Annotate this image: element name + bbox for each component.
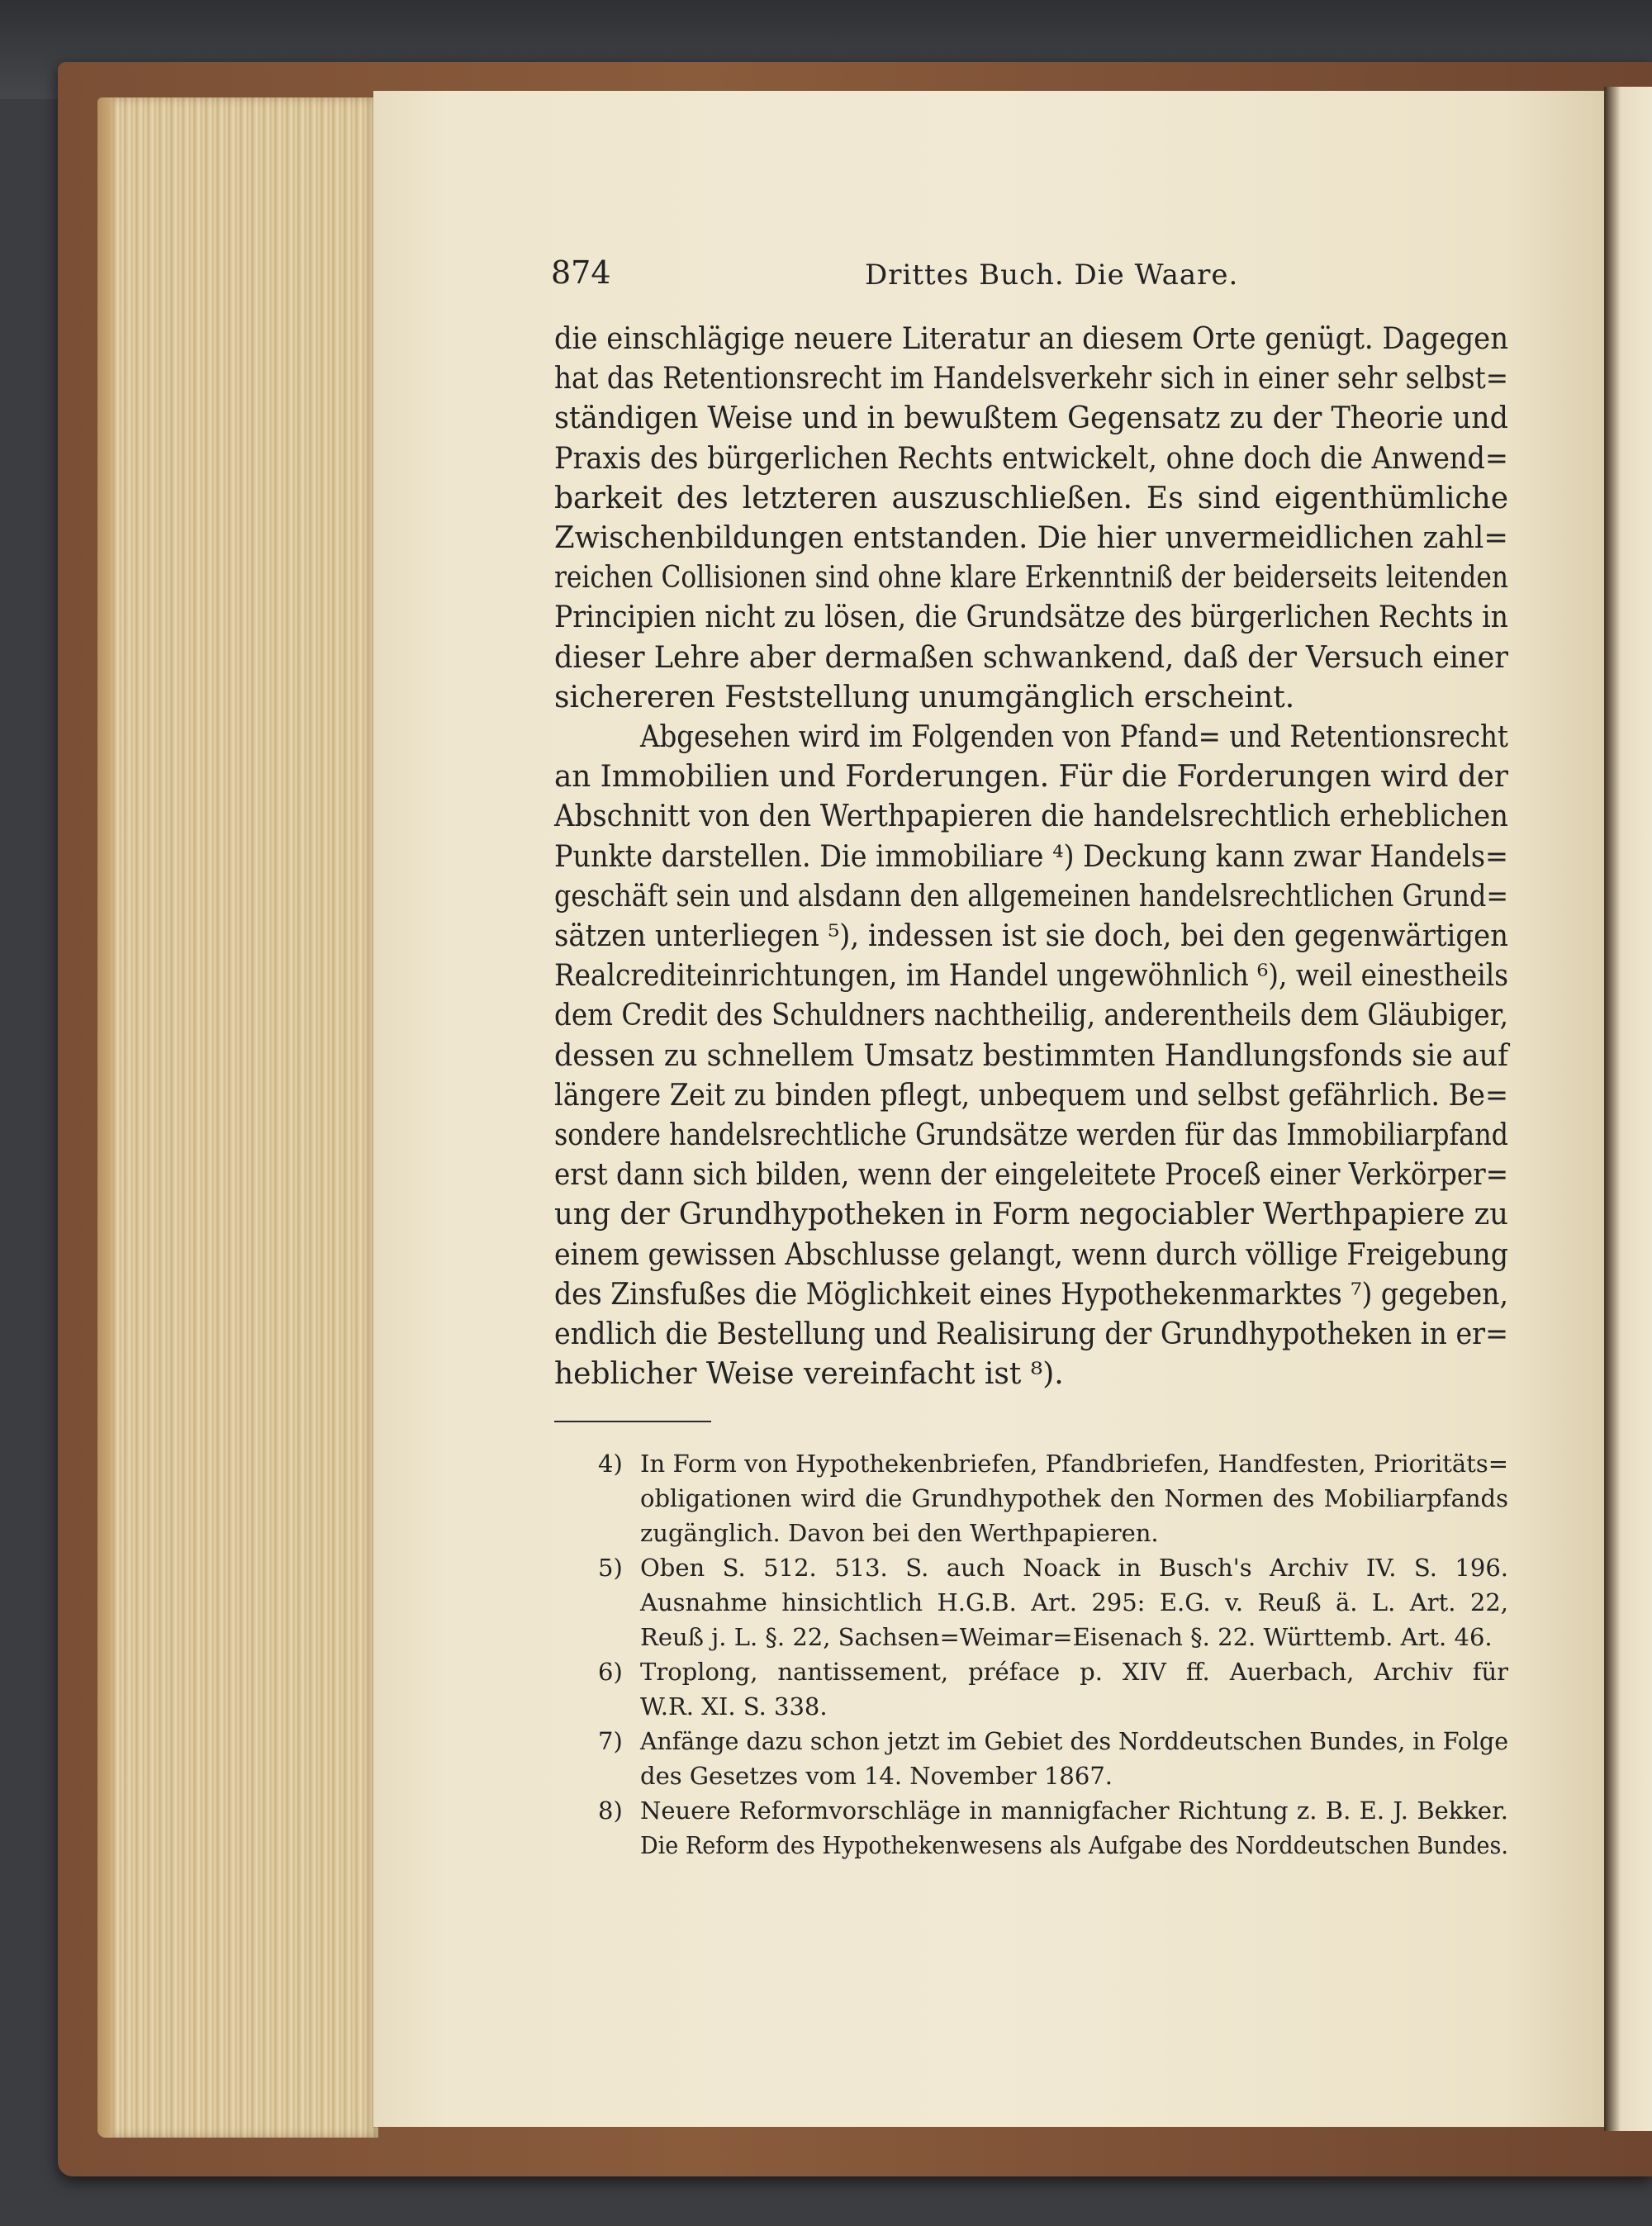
body-line: Praxis des bürgerlichen Rechts entwickelt, ohne doch die Anwend= [554,441,1508,476]
footnote-line: zugänglich. Davon bei den Werthpapieren. [640,1519,1159,1547]
footnote-line: Anfänge dazu schon jetzt im Gebiet des Norddeutschen Bundes, in Folge [640,1727,1508,1755]
body-line: ständigen Weise und in bewußtem Gegensatz zu der Theorie und [554,401,1508,436]
body-line: Punkte darstellen. Die immobiliare ⁴) Deckung kann zwar Handels= [554,839,1508,874]
body-line: die einschlägige neuere Literatur an diesem Orte genügt. Dagegen [554,322,1508,356]
body-line: geschäft sein und alsdann den allgemeinen handelsrechtlichen Grund= [554,879,1508,914]
body-line: Realcrediteinrichtungen, im Handel ungewöhnlich ⁶), weil einestheils [554,959,1508,994]
body-line: einem gewissen Abschlusse gelangt, wenn durch völlige Freigebung [554,1237,1508,1272]
body-line: an Immobilien und Forderungen. Für die Forderungen wird der [554,760,1508,795]
body-line: erst dann sich bilden, wenn der eingeleitete Proceß einer Verkörper= [554,1158,1508,1193]
body-line: des Zinsfußes die Möglichkeit eines Hypothekenmarktes ⁷) gegeben, [554,1277,1508,1312]
body-line: längere Zeit zu binden pflegt, unbequem und selbst gefährlich. Be= [554,1078,1508,1113]
body-line: dessen zu schnellem Umsatz bestimmten Handlungsfonds sie auf [554,1038,1508,1073]
footnote-line: In Form von Hypothekenbriefen, Pfandbriefen, Handfesten, Prioritäts= [640,1450,1508,1478]
footnote-line: Oben S. 512. 513. S. auch Noack in Busch's Archiv IV. S. 196. [640,1554,1508,1582]
footnote-line: Die Reform des Hypothekenwesens als Aufgabe des Norddeutschen Bundes. [640,1831,1508,1859]
body-line: reichen Collisionen sind ohne klare Erkenntniß der beiderseits leitenden [554,561,1508,596]
page-block-shadow [97,97,117,2138]
footnote-line: obligationen wird die Grundhypothek den Normen des Mobiliarpfands [640,1484,1508,1512]
facing-page-edge [1604,87,1652,2131]
body-line: dem Credit des Schuldners nachtheilig, anderentheils dem Gläubiger, [554,999,1508,1033]
footnote-separator [554,1421,711,1422]
body-line: sondere handelsrechtliche Grundsätze werden für das Immobiliarpfand [554,1118,1508,1152]
footnote-number: 6) [598,1658,623,1686]
body-line: Abgesehen wird im Folgenden von Pfand= und Retentionsrecht [640,720,1508,754]
body-line: Abschnitt von den Werthpapieren die handelsrechtlich erheblichen [554,800,1508,834]
body-line: ung der Grundhypotheken in Form negociabler Werthpapiere zu [554,1198,1508,1232]
body-line: Zwischenbildungen entstanden. Die hier unvermeidlichen zahl= [554,521,1508,555]
footnote-number: 5) [598,1554,623,1582]
page-block-edge [97,97,378,2138]
footnote-number: 7) [598,1727,623,1755]
footnote-line: Reuß j. L. §. 22, Sachsen=Weimar=Eisenach §. 22. Württemb. Art. 46. [640,1623,1493,1651]
body-line: heblicher Weise vereinfacht ist ⁸). [554,1357,1064,1392]
body-line: sichereren Feststellung unumgänglich erscheint. [554,680,1295,714]
body-line: endlich die Bestellung und Realisirung der Grundhypotheken in er= [554,1317,1508,1351]
footnote-line: Neuere Reformvorschläge in mannigfacher Richtung z. B. E. J. Bekker. [640,1796,1508,1825]
body-line: hat das Retentionsrecht im Handelsverkehr sich in einer sehr selbst= [554,362,1508,396]
body-line: sätzen unterliegen ⁵), indessen ist sie doch, bei den gegenwärtigen [554,919,1508,953]
footnote-number: 4) [598,1450,623,1478]
footnote-number: 8) [598,1796,623,1825]
footnote-line: Troplong, nantissement, préface p. XIV ff. Auerbach, Archiv für [640,1658,1508,1686]
running-title: Drittes Buch. Die Waare. [865,259,1239,292]
body-line: Principien nicht zu lösen, die Grundsätze des bürgerlichen Rechts in [554,600,1508,635]
page-number: 874 [551,254,611,291]
footnote-line: Ausnahme hinsichtlich H.G.B. Art. 295: E.G. v. Reuß ä. L. Art. 22, [640,1588,1508,1616]
footnote-line: des Gesetzes vom 14. November 1867. [640,1762,1113,1790]
footnote-line: W.R. XI. S. 338. [640,1692,828,1721]
body-line: barkeit des letzteren auszuschließen. Es sind eigenthümliche [554,481,1508,515]
body-line: dieser Lehre aber dermaßen schwankend, daß der Versuch einer [554,640,1508,675]
